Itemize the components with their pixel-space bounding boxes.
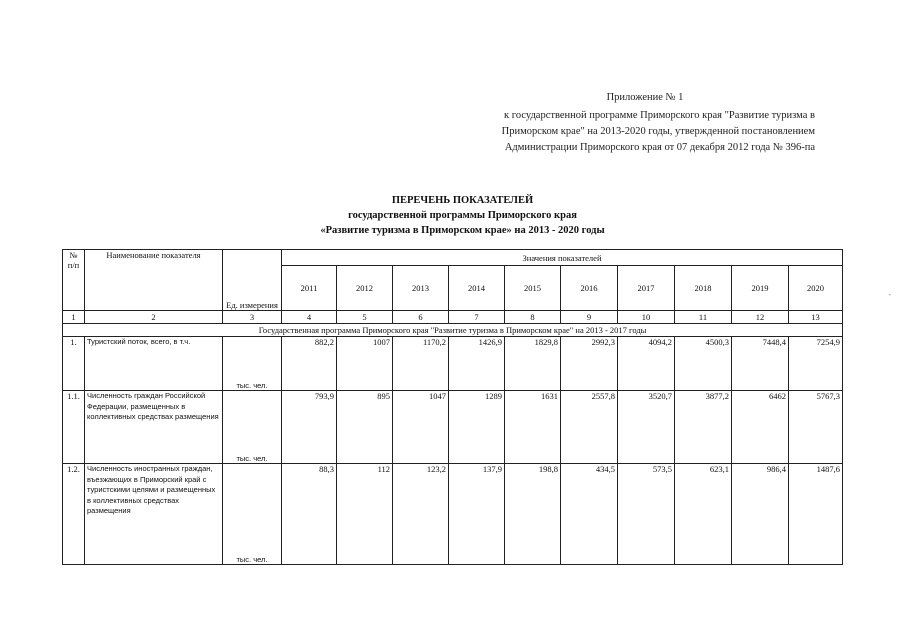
value-cell: 434,5 — [561, 464, 618, 565]
value-cell: 623,1 — [675, 464, 732, 565]
year-header: 2013 — [393, 266, 449, 311]
table-row — [63, 464, 843, 565]
column-index-cell: 8 — [505, 311, 561, 324]
value-cell: 3877,2 — [675, 391, 732, 464]
unit-cell: тыс. чел. — [223, 337, 282, 391]
value-cell: 112 — [337, 464, 393, 565]
section-title: Государственная программа Приморского края "Развитие туризма в Приморском крае" на 2013 - 2017 годы — [63, 324, 843, 337]
value-cell: 1170,2 — [393, 337, 449, 391]
heading-line-2: государственной программы Приморского края — [348, 210, 577, 221]
value-cell: 1007 — [337, 337, 393, 391]
row-number: 1.2. — [63, 464, 85, 565]
value-cell: 882,2 — [282, 337, 337, 391]
value-cell: 986,4 — [732, 464, 789, 565]
value-cell: 2557,8 — [561, 391, 618, 464]
value-cell: 88,3 — [282, 464, 337, 565]
year-header: 2020 — [789, 266, 843, 311]
header-num: № п/п — [63, 250, 85, 311]
year-header: 2011 — [282, 266, 337, 311]
value-cell: 1829,8 — [505, 337, 561, 391]
column-index-cell: 11 — [675, 311, 732, 324]
unit-cell: тыс. чел. — [223, 391, 282, 464]
row-number: 1.1. — [63, 391, 85, 464]
table-row — [63, 337, 843, 391]
value-cell: 5767,3 — [789, 391, 843, 464]
column-index-cell: 3 — [223, 311, 282, 324]
value-cell: 7254,9 — [789, 337, 843, 391]
year-header: 2018 — [675, 266, 732, 311]
column-index-cell: 2 — [85, 311, 223, 324]
year-header: 2014 — [449, 266, 505, 311]
value-cell: 895 — [337, 391, 393, 464]
appendix-title: Приложение № 1 — [606, 92, 684, 103]
indicator-name: Численность иностранных граждан, въезжающих в Приморский край с туристскими целями и размещенных в коллективных средствах размещения — [85, 464, 223, 565]
value-cell: 4094,2 — [618, 337, 675, 391]
value-cell: 1487,6 — [789, 464, 843, 565]
value-cell: 573,5 — [618, 464, 675, 565]
column-index-row — [63, 311, 843, 324]
year-header: 2015 — [505, 266, 561, 311]
appendix-line-3: Администрации Приморского края от 07 декабря 2012 года № 396-па — [504, 142, 815, 153]
year-header: 2016 — [561, 266, 618, 311]
value-cell: 198,8 — [505, 464, 561, 565]
value-cell: 1289 — [449, 391, 505, 464]
heading-line-1: ПЕРЕЧЕНЬ ПОКАЗАТЕЛЕЙ — [391, 195, 534, 206]
header-unit: Ед. измерения — [223, 250, 282, 311]
document-heading — [0, 193, 905, 238]
appendix-line-1: к государственной программе Приморского края "Развитие туризма в — [504, 110, 815, 121]
column-index-cell: 6 — [393, 311, 449, 324]
column-index-cell: 9 — [561, 311, 618, 324]
header-values: Значения показателей — [282, 250, 843, 266]
value-cell: 793,9 — [282, 391, 337, 464]
value-cell: 7448,4 — [732, 337, 789, 391]
value-cell: 137,9 — [449, 464, 505, 565]
value-cell: 4500,3 — [675, 337, 732, 391]
row-number: 1. — [63, 337, 85, 391]
column-index-cell: 1 — [63, 311, 85, 324]
column-index-cell: 12 — [732, 311, 789, 324]
header-name: Наименование показателя — [85, 250, 223, 311]
year-header: 2017 — [618, 266, 675, 311]
value-cell: 2992,3 — [561, 337, 618, 391]
value-cell: 123,2 — [393, 464, 449, 565]
value-cell: 1047 — [393, 391, 449, 464]
column-index-cell: 5 — [337, 311, 393, 324]
value-cell: 1426,9 — [449, 337, 505, 391]
indicator-name: Туристский поток, всего, в т.ч. — [85, 337, 223, 391]
unit-cell: тыс. чел. — [223, 464, 282, 565]
value-cell: 3520,7 — [618, 391, 675, 464]
column-index-cell: 10 — [618, 311, 675, 324]
column-index-cell: 4 — [282, 311, 337, 324]
appendix-block — [435, 90, 815, 156]
value-cell: 1631 — [505, 391, 561, 464]
table-row — [63, 391, 843, 464]
side-mark: - — [888, 290, 891, 299]
indicators-table — [62, 249, 843, 565]
year-header: 2019 — [732, 266, 789, 311]
section-row — [63, 324, 843, 337]
value-cell: 6462 — [732, 391, 789, 464]
appendix-line-2: Приморском крае" на 2013-2020 годы, утвержденной постановлением — [501, 126, 815, 137]
column-index-cell: 13 — [789, 311, 843, 324]
year-header: 2012 — [337, 266, 393, 311]
column-index-cell: 7 — [449, 311, 505, 324]
indicator-name: Численность граждан Российской Федерации, размещенных в коллективных средствах размещения — [85, 391, 223, 464]
heading-line-3: «Развитие туризма в Приморском крае» на 2013 - 2020 годы — [320, 225, 605, 236]
